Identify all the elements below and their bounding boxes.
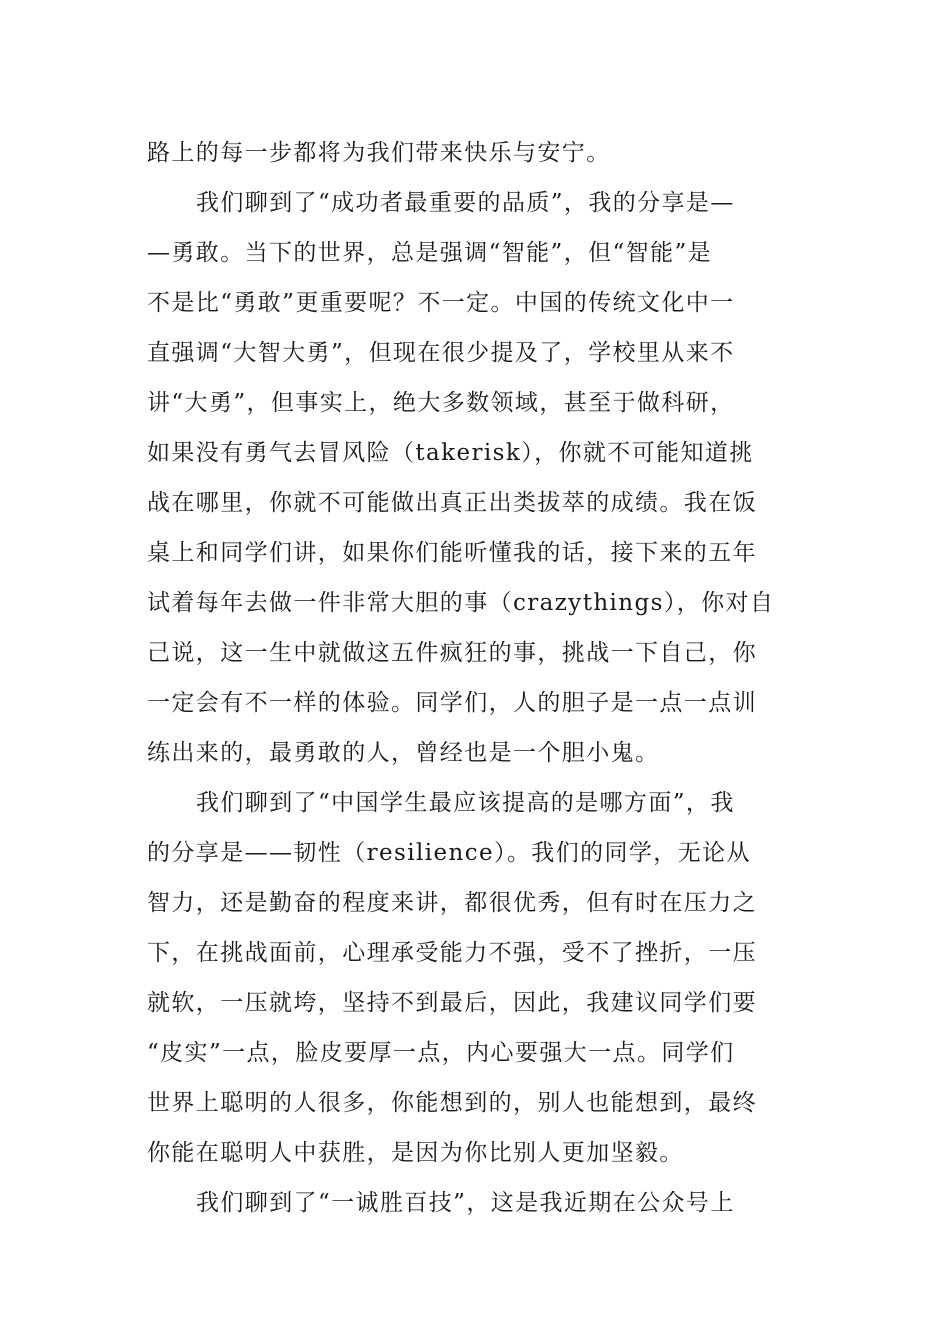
text-line: 练出来的，最勇敢的人，曾经也是一个胆小鬼。 [147,740,660,766]
text-line: —勇敢。当下的世界，总是强调“智能”，但“智能”是 [147,240,713,266]
text-line: 直强调“大智大勇”，但现在很少提及了，学校里从来不 [147,340,735,366]
text-line: 如果没有勇气去冒风险（takerisk），你就不可能知道挑 [147,440,754,466]
text-line: 战在哪里，你就不可能做出真正出类拔萃的成绩。我在饭 [147,490,757,516]
text-line: 下，在挑战面前，心理承受能力不强，受不了挫折，一压 [147,940,757,966]
paragraph-start-line: 我们聊到了“成功者最重要的品质”，我的分享是— [196,190,735,216]
paragraph-start-line: 我们聊到了“一诚胜百技”，这是我近期在公众号上 [196,1190,735,1216]
paragraph-start-line: 我们聊到了“中国学生最应该提高的是哪方面”，我 [196,790,735,816]
text-line: “皮实”一点，脸皮要厚一点，内心要强大一点。同学们 [147,1040,735,1066]
text-line: 路上的每一步都将为我们带来快乐与安宁。 [147,140,611,166]
text-line: 桌上和同学们讲，如果你们能听懂我的话，接下来的五年 [147,540,757,566]
text-line: 智力，还是勤奋的程度来讲，都很优秀，但有时在压力之 [147,890,757,916]
text-line: 一定会有不一样的体验。同学们，人的胆子是一点一点训 [147,690,757,716]
text-line: 试着每年去做一件非常大胆的事（crazythings），你对自 [147,590,775,616]
text-line: 的分享是——韧性（resilience）。我们的同学，无论从 [147,840,751,866]
text-line: 就软，一压就垮，坚持不到最后，因此，我建议同学们要 [147,990,757,1016]
text-line: 不是比“勇敢”更重要呢？不一定。中国的传统文化中一 [147,290,735,316]
text-line: 讲“大勇”，但事实上，绝大多数领域，甚至于做科研， [147,390,735,416]
text-line: 世界上聪明的人很多，你能想到的，别人也能想到，最终 [147,1090,757,1116]
body-text [147,128,807,1228]
text-line: 己说，这一生中就做这五件疯狂的事，挑战一下自己，你 [147,640,757,666]
text-line: 你能在聪明人中获胜，是因为你比别人更加坚毅。 [147,1140,684,1166]
